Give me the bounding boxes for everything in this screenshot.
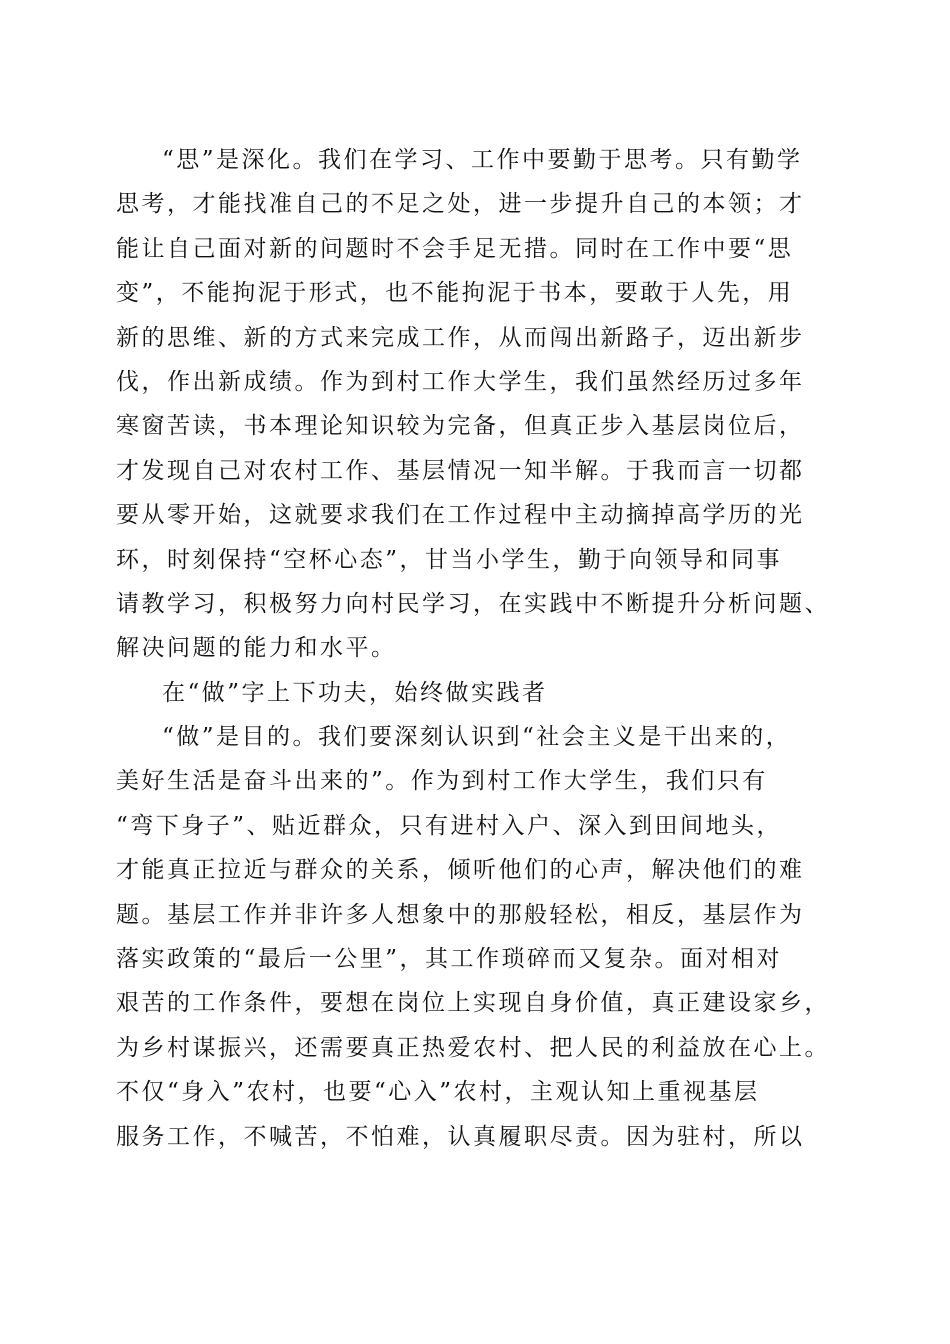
paragraph-line: “做”是目的。我们要深刻认识到“社会主义是干出来的， xyxy=(162,724,792,751)
paragraph-line: 要从零开始，这就要求我们在工作过程中主动摘掉高学历的光 xyxy=(116,502,805,529)
paragraph-line: 伐，作出新成绩。作为到村工作大学生，我们虽然经历过多年 xyxy=(116,368,805,395)
paragraph-line: “思”是深化。我们在学习、工作中要勤于思考。只有勤学 xyxy=(162,147,803,173)
paragraph-line: 美好生活是奋斗出来的”。作为到村工作大学生，我们只有 xyxy=(116,768,768,795)
paragraph-line: 艰苦的工作条件，要想在岗位上实现自身价值，真正建设家乡， xyxy=(116,990,830,1017)
paragraph-line: 才发现自己对农村工作、基层情况一知半解。于我而言一切都 xyxy=(116,457,805,484)
section-heading: 在“做”字上下功夫，始终做实践者 xyxy=(162,679,548,706)
paragraph-line: 思考，才能找准自己的不足之处，进一步提升自己的本领；才 xyxy=(116,191,805,218)
paragraph-line: 不仅“身入”农村，也要“心入”农村，主观认知上重视基层 xyxy=(116,1079,760,1106)
paragraph-line: 能让自己面对新的问题时不会手足无措。同时在工作中要“思 xyxy=(116,235,794,262)
paragraph-line: 请教学习，积极努力向村民学习，在实践中不断提升分析问题、 xyxy=(116,590,830,617)
paragraph-line: “弯下身子”、贴近群众，只有进村入户、深入到田间地头， xyxy=(116,812,783,839)
paragraph-line: 才能真正拉近与群众的关系，倾听他们的心声，解决他们的难 xyxy=(116,857,805,884)
paragraph-line: 新的思维、新的方式来完成工作，从而闯出新路子，迈出新步 xyxy=(116,324,805,351)
body-text xyxy=(116,138,846,1159)
paragraph-line: 解决问题的能力和水平。 xyxy=(116,635,397,662)
paragraph-line: 寒窗苦读，书本理论知识较为完备，但真正步入基层岗位后， xyxy=(116,413,805,440)
paragraph-line: 题。基层工作并非许多人想象中的那般轻松，相反，基层作为 xyxy=(116,901,805,928)
paragraph-line: 变”，不能拘泥于形式，也不能拘泥于书本，要敢于人先，用 xyxy=(116,280,794,307)
paragraph-line: 服务工作，不喊苦，不怕难，认真履职尽责。因为驻村，所以 xyxy=(116,1123,805,1150)
paragraph-line: 为乡村谋振兴，还需要真正热爱农村、把人民的利益放在心上。 xyxy=(116,1034,830,1061)
paragraph-line: 环，时刻保持“空杯心态”，甘当小学生，勤于向领导和同事 xyxy=(116,546,783,573)
paragraph-line: 落实政策的“最后一公里”，其工作琐碎而又复杂。面对相对 xyxy=(116,946,783,973)
